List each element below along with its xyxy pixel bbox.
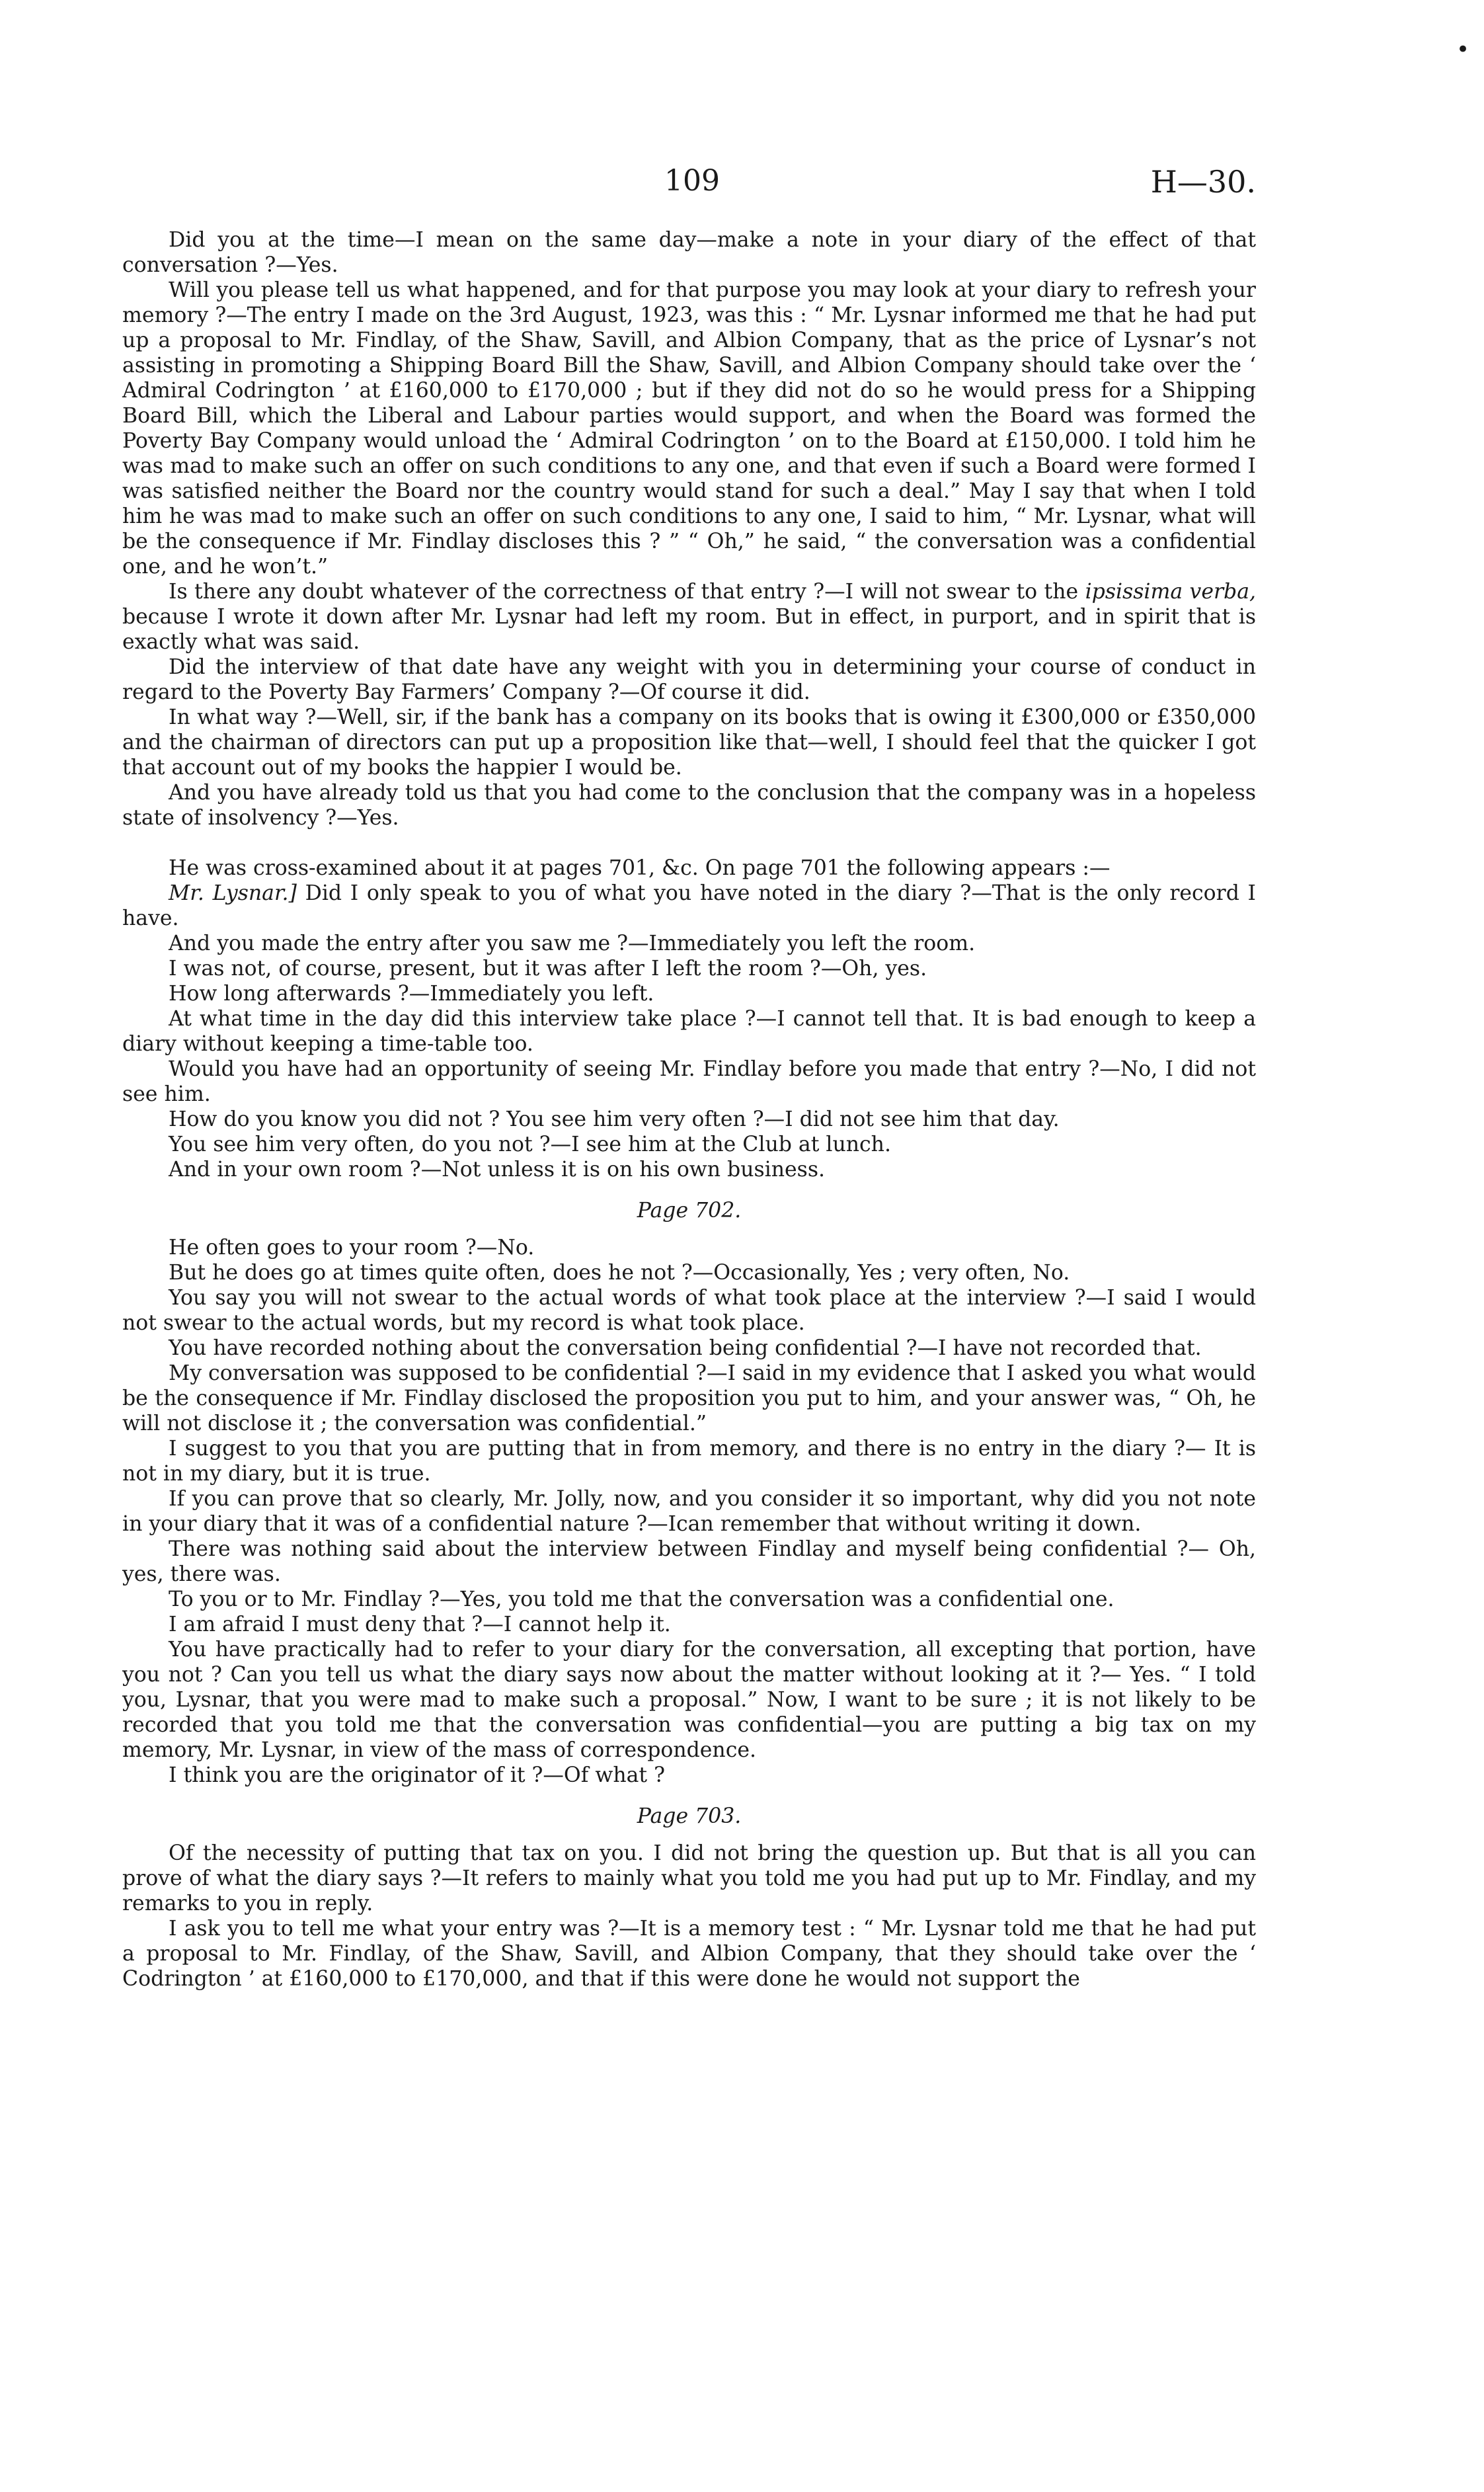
paragraph: You see him very often, do you not ?—I see him at the Club at lunch. <box>169 1133 891 1156</box>
paragraph: If you can prove that so clearly, Mr. Jolly, now, and you consider it so important, why did you not note in your diary that it was of a confidential nature ?—Ican remember that without writing it down. <box>122 1487 1256 1536</box>
paragraph <box>122 579 1256 655</box>
section-heading-page-703: Page 703. <box>637 1804 742 1828</box>
paragraph: To you or to Mr. Findlay ?—Yes, you told me that the conversation was a confidential one. <box>169 1588 1114 1611</box>
page-number: 109 <box>664 164 720 198</box>
paragraph: At what time in the day did this interview take place ?—I cannot tell that. It is bad enough to keep a diary without keeping a time-table too. <box>122 1007 1256 1056</box>
corner-mark: • <box>1456 36 1470 63</box>
paragraph: I suggest to you that you are putting that in from memory, and there is no entry in the diary ?— It is not in my diary, but it is true. <box>122 1437 1256 1486</box>
paragraph: Of the necessity of putting that tax on you. I did not bring the question up. But that is all you can prove of what the diary says ?—It refers to mainly what you told me you had put up to Mr. Findlay, and my remarks to you in reply. <box>122 1841 1256 1915</box>
paragraph-text: Is there any doubt whatever of the correctness of that entry ?—I will not swear to the <box>169 580 1085 604</box>
page-header <box>122 164 1256 206</box>
paragraph: You have recorded nothing about the conversation being confidential ?—I have not recorded that. <box>169 1336 1202 1360</box>
paragraph: I think you are the originator of it ?—Of what ? <box>169 1763 665 1787</box>
paragraph: And you made the entry after you saw me ?—Immediately you left the room. <box>169 932 976 955</box>
paragraph-text: because I wrote it down after Mr. Lysnar had left my room. But in effect, in purport, and in spirit that is exactly what was said. <box>122 605 1256 654</box>
paragraph-text: Did I only speak to you of what you have noted in the diary ?—That is the only record I have. <box>122 881 1257 930</box>
paragraph: How do you know you did not ? You see him very often ?—I did not see him that day. <box>169 1107 1060 1131</box>
paragraph: He often goes to your room ?—No. <box>169 1236 535 1260</box>
paragraph: I ask you to tell me what your entry was ?—It is a memory test : “ Mr. Lysnar told me that he had put a proposal to Mr. Findlay, of the Shaw, Savill, and Albion Company, that they should take over the ‘ Codrington ’ at £160,000 to £170,000, and that if this were done he would not support the <box>122 1917 1256 1991</box>
paragraph: How long afterwards ?—Immediately you left. <box>169 982 654 1006</box>
paragraph: You say you will not swear to the actual words of what took place at the interview ?—I said I would not swear to the actual words, but my record is what took place. <box>122 1286 1256 1335</box>
paragraph: I was not, of course, present, but it was after I left the room ?—Oh, yes. <box>169 957 927 981</box>
paragraph: My conversation was supposed to be confidential ?—I said in my evidence that I asked you what would be the consequence if Mr. Findlay disclosed the proposition you put to him, and your answer was, “ Oh, he will not disclose it ; the conversation was confidential.” <box>122 1361 1257 1435</box>
paragraph: In what way ?—Well, sir, if the bank has a company on its books that is owing it £300,000 or £350,000 and the chairman of directors can put up a proposition like that—well, I should feel that the quicker I got that account out of my books the happier I would be. <box>122 705 1256 780</box>
paragraph: Did you at the time—I mean on the same day—make a note in your diary of the effect of that conversation ?—Yes. <box>122 228 1256 277</box>
document-code: H—30. <box>1150 164 1256 200</box>
paragraph <box>122 881 1256 931</box>
paragraph: There was nothing said about the interview between Findlay and myself being confidential ?— Oh, yes, there was. <box>122 1537 1256 1586</box>
paragraph: And in your own room ?—Not unless it is on his own business. <box>169 1158 826 1182</box>
paragraph: I am afraid I must deny that ?—I cannot help it. <box>169 1613 671 1636</box>
paragraph: Did the interview of that date have any weight with you in determining your course of conduct in regard to the Poverty Bay Farmers’ Company ?—Of course it did. <box>122 655 1256 704</box>
paragraph: But he does go at times quite often, does he not ?—Occasionally, Yes ; very often, No. <box>169 1261 1070 1285</box>
paragraph: And you have already told us that you had come to the conclusion that the company was in a hopeless state of insolvency ?—Yes. <box>122 781 1256 830</box>
section-heading-page-702: Page 702. <box>637 1199 742 1223</box>
speaker-label: Mr. Lysnar.] <box>169 881 297 905</box>
paragraph: Will you please tell us what happened, and for that purpose you may look at your diary to refresh your memory ?—The entry I made on the 3rd August, 1923, was this : “ Mr. Lysnar informed me that he had put up a proposal to Mr. Findlay, of the Shaw, Savill, and Albion Company, that as the price of Lysnar’s not assisting in promoting a Shipping Board Bill the Shaw, Savill, and Albion Company should take over the ‘ Admiral Codrington ’ at £160,000 to £170,000 ; but if they did not do so he would press for a Shipping Board Bill, which the Liberal and Labour parties would support, and when the Board was formed the Poverty Bay Company would unload the ‘ Admiral Codrington ’ on to the Board at £150,000. I told him he was mad to make such an offer on such conditions to any one, and that even if such a Board were formed I was satisfied neither the Board nor the country would stand for such a deal.” May I say that when I told him he was mad to make such an offer on such conditions to any one, I said to him, “ Mr. Lysnar, what will be the consequence if Mr. Findlay discloses this ? ” “ Oh,” he said, “ the conversation was a confidential one, and he won’t.” <box>122 278 1256 579</box>
body-text <box>122 227 1256 1991</box>
latin-phrase: ipsissima verba, <box>1085 580 1257 604</box>
cross-examination-intro: He was cross-examined about it at pages 701, &c. On page 701 the following appears :— <box>169 856 1111 880</box>
paragraph: Would you have had an opportunity of seeing Mr. Findlay before you made that entry ?—No, I did not see him. <box>122 1057 1256 1106</box>
paragraph: You have practically had to refer to your diary for the conversation, all excepting that portion, have you not ? Can you tell us what the diary says now about the matter without looking at it ?— Yes. “ I told you, Lysnar, that you were mad to make such a proposal.” Now, I want to be sure ; it is not likely to be recorded that you told me that the conversation was confidential—you are putting a big tax on my memory, Mr. Lysnar, in view of the mass of correspondence. <box>122 1638 1256 1762</box>
